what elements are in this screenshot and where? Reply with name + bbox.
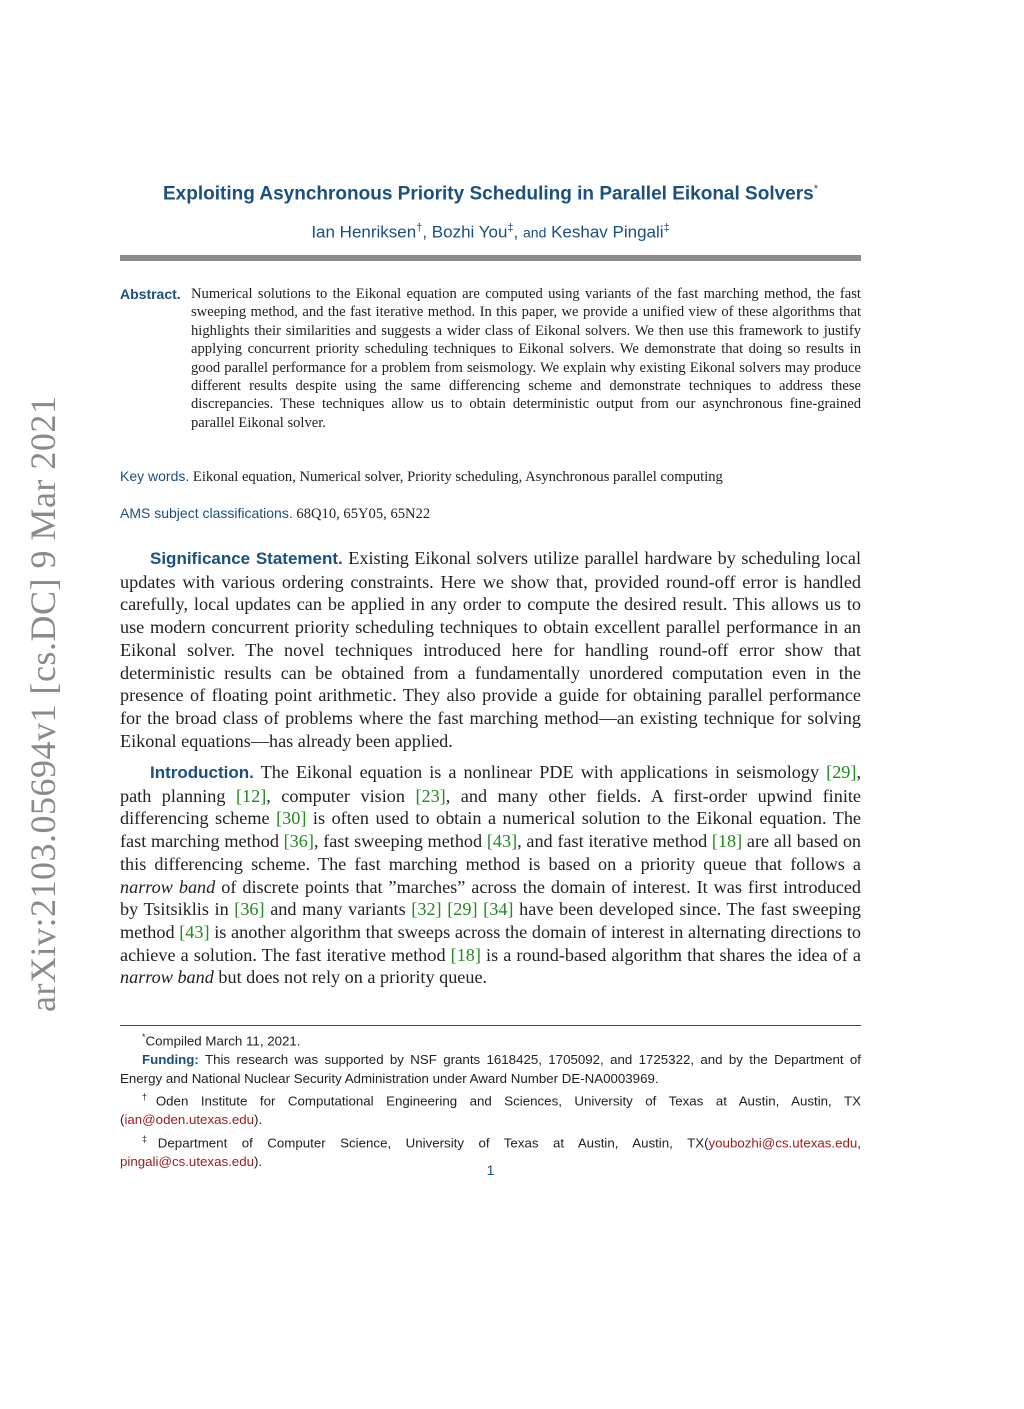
citation-link[interactable]: [43] bbox=[486, 831, 518, 852]
ams-classifications bbox=[120, 505, 861, 523]
footnote-mark: ‡ bbox=[507, 222, 514, 234]
author-name: Ian Henriksen bbox=[311, 222, 417, 242]
email-link[interactable]: ian@oden.utexas.edu bbox=[124, 1112, 255, 1128]
footnote-text: Department of Computer Science, University of Texas at Austin, Austin, TX( bbox=[157, 1135, 709, 1151]
footnote-text: This research was supported by NSF grants 1618425, 1705092, and 1725322, and by the Department of Energy and National Nuclear Security Administration under Award Number DE-NA0003969. bbox=[120, 1052, 861, 1086]
body-text: is another algorithm that sweeps across the domain of interest in alternating directions to achieve a solution. The fast iterative method bbox=[120, 921, 862, 965]
body-text: , path planning bbox=[120, 762, 862, 806]
body-text: , and fast iterative method bbox=[517, 831, 712, 852]
footnote-text: Oden Institute for Computational Engineering and Sciences, University of Texas at Austin, Austin, TX ( bbox=[120, 1093, 861, 1128]
citation-link[interactable]: [18] bbox=[450, 944, 481, 965]
arxiv-stamp: arXiv:2103.05694v1 [cs.DC] 9 Mar 2021 bbox=[23, 395, 63, 1012]
ams-label: AMS subject classifications. bbox=[120, 505, 293, 521]
keywords-label: Key words. bbox=[120, 468, 190, 484]
citation-link[interactable]: [29] bbox=[826, 762, 857, 782]
citation-link[interactable]: [30] bbox=[276, 808, 307, 829]
footnote-text: ). bbox=[254, 1153, 263, 1169]
footnote-mark: † bbox=[142, 1092, 156, 1103]
title-footnote-mark: * bbox=[813, 183, 818, 195]
footnote-text: Compiled March 11, 2021. bbox=[145, 1033, 301, 1049]
author-name: Keshav Pingali bbox=[551, 222, 664, 242]
footnote-mark: ‡ bbox=[142, 1133, 158, 1144]
abstract-text: Numerical solutions to the Eikonal equation are computed using variants of the fast marching method, the fast sweeping method, and the fast iterative method. In this paper, we provide a unified view of these algorithms that highlights their similarities and suggests a wider class of Eikonal solvers. We then use this framework to justify applying concurrent priority scheduling techniques to Eikonal solvers. We demonstrate that doing so results in good parallel performance for a problem from seismology. We explain why existing Eikonal solvers may produce different results despite using the same differencing scheme and demonstrate techniques to address these discrepancies. These techniques allow us to obtain deterministic output from our asynchronous fine-grained parallel Eikonal solver. bbox=[191, 286, 861, 431]
body-text: but does not rely on a priority queue. bbox=[213, 967, 488, 988]
funding-label: Funding: bbox=[142, 1052, 199, 1068]
footnotes bbox=[120, 1028, 861, 1171]
footnote-mark: * bbox=[142, 1032, 146, 1042]
citation-link[interactable]: [36] bbox=[283, 831, 314, 852]
section-heading: Significance Statement. bbox=[150, 549, 343, 568]
keywords bbox=[120, 468, 861, 486]
title-text: Exploiting Asynchronous Priority Scheduling in Parallel Eikonal Solvers bbox=[162, 183, 814, 205]
author-list: Ian Henriksen†, Bozhi You‡, and Keshav Pingali‡ bbox=[311, 222, 670, 242]
footnote-mark: ‡ bbox=[663, 222, 670, 234]
body-text: are all based on this differencing scheme. The fast marching method is based on a priority queue that follows a bbox=[120, 831, 862, 874]
body-text: is a round-based algorithm that shares the idea of a bbox=[480, 944, 861, 965]
abstract bbox=[120, 285, 861, 432]
body-text: , computer vision bbox=[266, 785, 416, 806]
body-text: , and many other fields. A first-order upwind finite differencing scheme bbox=[120, 785, 861, 829]
citation-link[interactable]: [23] bbox=[415, 785, 446, 806]
body-text: Existing Eikonal solvers utilize parallel hardware by scheduling local updates with various ordering constraints. Here we show that, provided round-off error is handled carefully, local updates can be applied in any order to compute the desired result. This allows us to use modern concurrent priority scheduling techniques to obtain excellent parallel performance in an Eikonal solver. The novel techniques introduced here for handling round-off error show that deterministic results can be obtained from a fundamentally unordered computation even in the presence of floating point arithmetic. They also provide a guide for obtaining parallel performance for the broad class of problems where the fast marching method—an existing technique for solving Eikonal equations—has already been applied. bbox=[120, 548, 861, 751]
citation-link[interactable]: [32] bbox=[411, 899, 442, 920]
body-text: The Eikonal equation is a nonlinear PDE with applications in seismology bbox=[260, 762, 827, 782]
footnote-mark: † bbox=[416, 222, 423, 234]
body-text: and many variants bbox=[264, 899, 412, 920]
body-text: , fast sweeping method bbox=[313, 831, 487, 852]
ams-text: 68Q10, 65Y05, 65N22 bbox=[296, 506, 431, 522]
footnote-text: , bbox=[857, 1135, 861, 1151]
email-link[interactable]: youbozhi@cs.utexas.edu bbox=[708, 1135, 858, 1151]
body-text: have been developed since. The fast sweeping method bbox=[120, 899, 862, 942]
author-name: Bozhi You bbox=[431, 222, 508, 242]
keywords-text: Eikonal equation, Numerical solver, Priority scheduling, Asynchronous parallel computing bbox=[192, 469, 723, 485]
email-link[interactable]: pingali@cs.utexas.edu bbox=[120, 1153, 254, 1169]
footnote-text: ). bbox=[254, 1112, 263, 1128]
significance-statement bbox=[120, 547, 861, 752]
citation-link[interactable]: [36] bbox=[234, 899, 265, 920]
paper-title bbox=[120, 183, 861, 205]
emphasized-text: narrow band bbox=[120, 876, 216, 897]
footnote-affiliation-1 bbox=[120, 1088, 861, 1130]
citation-link[interactable]: [18] bbox=[711, 831, 743, 852]
page-number: 1 bbox=[486, 1162, 495, 1178]
author-conjunction: and bbox=[523, 224, 547, 241]
emphasized-text: narrow band bbox=[120, 967, 214, 988]
section-heading: Introduction. bbox=[150, 763, 254, 782]
footnote-compiled bbox=[120, 1028, 861, 1051]
abstract-label: Abstract. bbox=[120, 286, 181, 302]
footnote-funding bbox=[120, 1051, 861, 1088]
body-text: of discrete points that ”marches” across the domain of interest. It was first introduced by Tsitsiklis in bbox=[120, 876, 861, 920]
citation-link[interactable]: [43] bbox=[179, 921, 210, 942]
citation-link[interactable]: [12] bbox=[235, 785, 267, 806]
citation-link[interactable]: [29] bbox=[447, 899, 478, 920]
footnote-rule bbox=[120, 1025, 861, 1026]
introduction-section bbox=[120, 761, 861, 989]
citation-link[interactable]: [34] bbox=[483, 899, 514, 920]
body-text: is often used to obtain a numerical solution to the Eikonal equation. The fast marching method bbox=[120, 808, 861, 852]
title-rule bbox=[120, 255, 861, 261]
